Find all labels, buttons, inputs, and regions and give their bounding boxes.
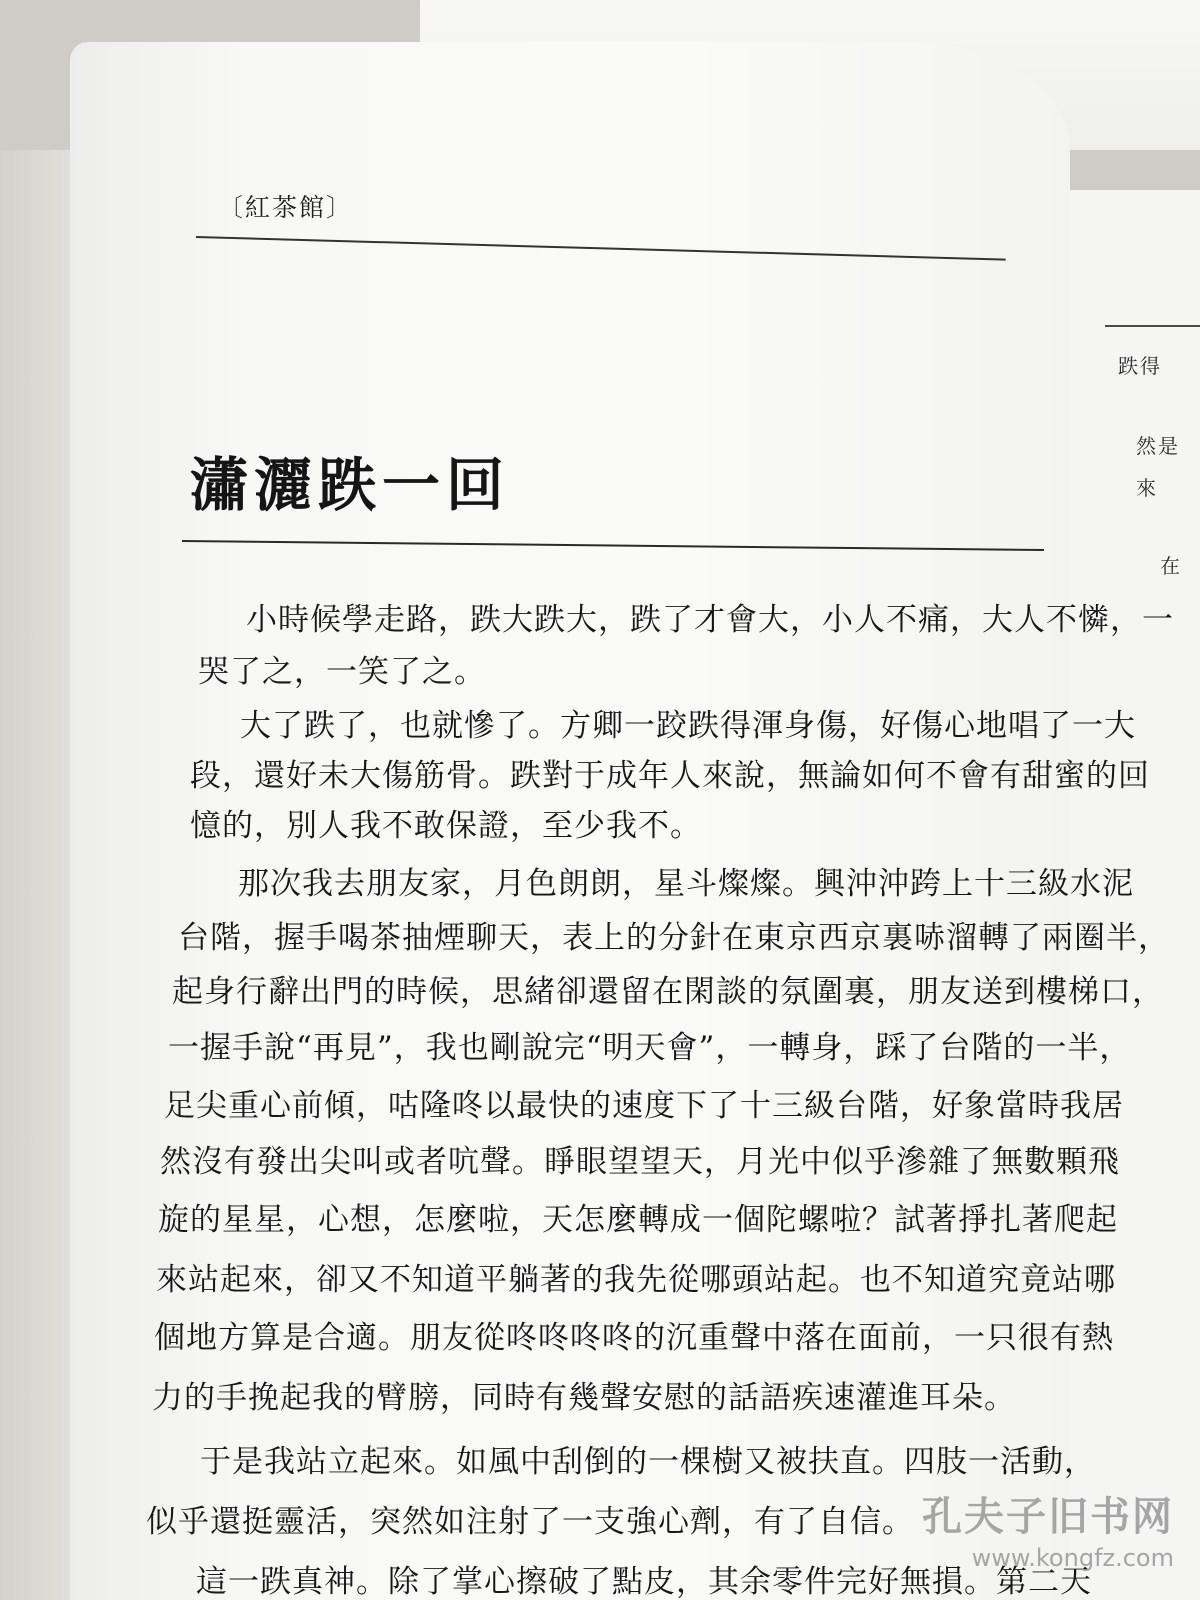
text-line: 哭了之，一笑了之。: [198, 654, 486, 690]
text-line: 憶的，別人我不敢保證，至少我不。: [190, 808, 702, 844]
facing-page-fragment: 跌得: [1118, 354, 1162, 378]
text-line: 小時候學走路，跌大跌大，跌了才會大，小人不痛，大人不憐，一: [246, 602, 1174, 638]
watermark: [922, 1485, 1174, 1572]
text-line: 旋的星星，心想，怎麼啦，天怎麼轉成一個陀螺啦？試著掙扎著爬起: [158, 1202, 1118, 1238]
text-line: 那次我去朋友家，月色朗朗，星斗燦燦。興沖沖跨上十三級水泥: [238, 866, 1134, 902]
text-line: 大了跌了，也就慘了。方卿一跤跌得渾身傷，好傷心地唱了一大: [240, 708, 1136, 744]
text-line: 這一跌真神。除了掌心擦破了點皮，其余零件完好無損。第二天: [196, 1564, 1092, 1600]
facing-page-fragment: 來: [1136, 476, 1158, 500]
text-line: 似乎還挺靈活，突然如注射了一支強心劑，有了自信。: [146, 1504, 914, 1540]
text-line: 然沒有發出尖叫或者吭聲。睜眼望望天，月光中似乎滲雜了無數顆飛: [160, 1144, 1120, 1180]
text-line: 力的手挽起我的臂膀，同時有幾聲安慰的話語疾速灌進耳朵。: [152, 1380, 1016, 1416]
text-line: 一握手說“再見”，我也剛說完“明天會”，一轉身，踩了台階的一半，: [168, 1030, 1132, 1066]
text-line: 個地方算是合適。朋友從咚咚咚咚的沉重聲中落在面前，一只很有熱: [154, 1320, 1114, 1356]
watermark-url: www.kongfz.com: [971, 1544, 1174, 1572]
text-line: 足尖重心前傾，咕隆咚以最快的速度下了十三級台階，好象當時我居: [164, 1088, 1124, 1124]
text-line: 台階，握手喝茶抽煙聊天，表上的分針在東京西京裏哧溜轉了兩圈半，: [178, 920, 1170, 956]
facing-page-fragment: 然是: [1136, 434, 1180, 458]
running-head: 〔紅茶館〕: [218, 193, 354, 222]
facing-page-fragment: 在: [1160, 554, 1182, 578]
facing-page-rule: [1105, 325, 1200, 327]
chapter-title: 瀟灑跌一回: [190, 451, 511, 519]
text-line: 起身行辭出門的時候，思緒卻還留在閑談的氛圍裏，朋友送到樓梯口，: [172, 974, 1164, 1010]
text-line: 于是我站立起來。如風中刮倒的一棵樹又被扶直。四肢一活動，: [200, 1444, 1096, 1480]
text-line: 來站起來，卻又不知道平躺著的我先從哪頭站起。也不知道究竟站哪: [156, 1262, 1116, 1298]
watermark-name: 孔夫子旧书网: [922, 1494, 1174, 1540]
text-line: 段，還好未大傷筋骨。跌對于成年人來說，無論如何不會有甜蜜的回: [190, 758, 1150, 794]
